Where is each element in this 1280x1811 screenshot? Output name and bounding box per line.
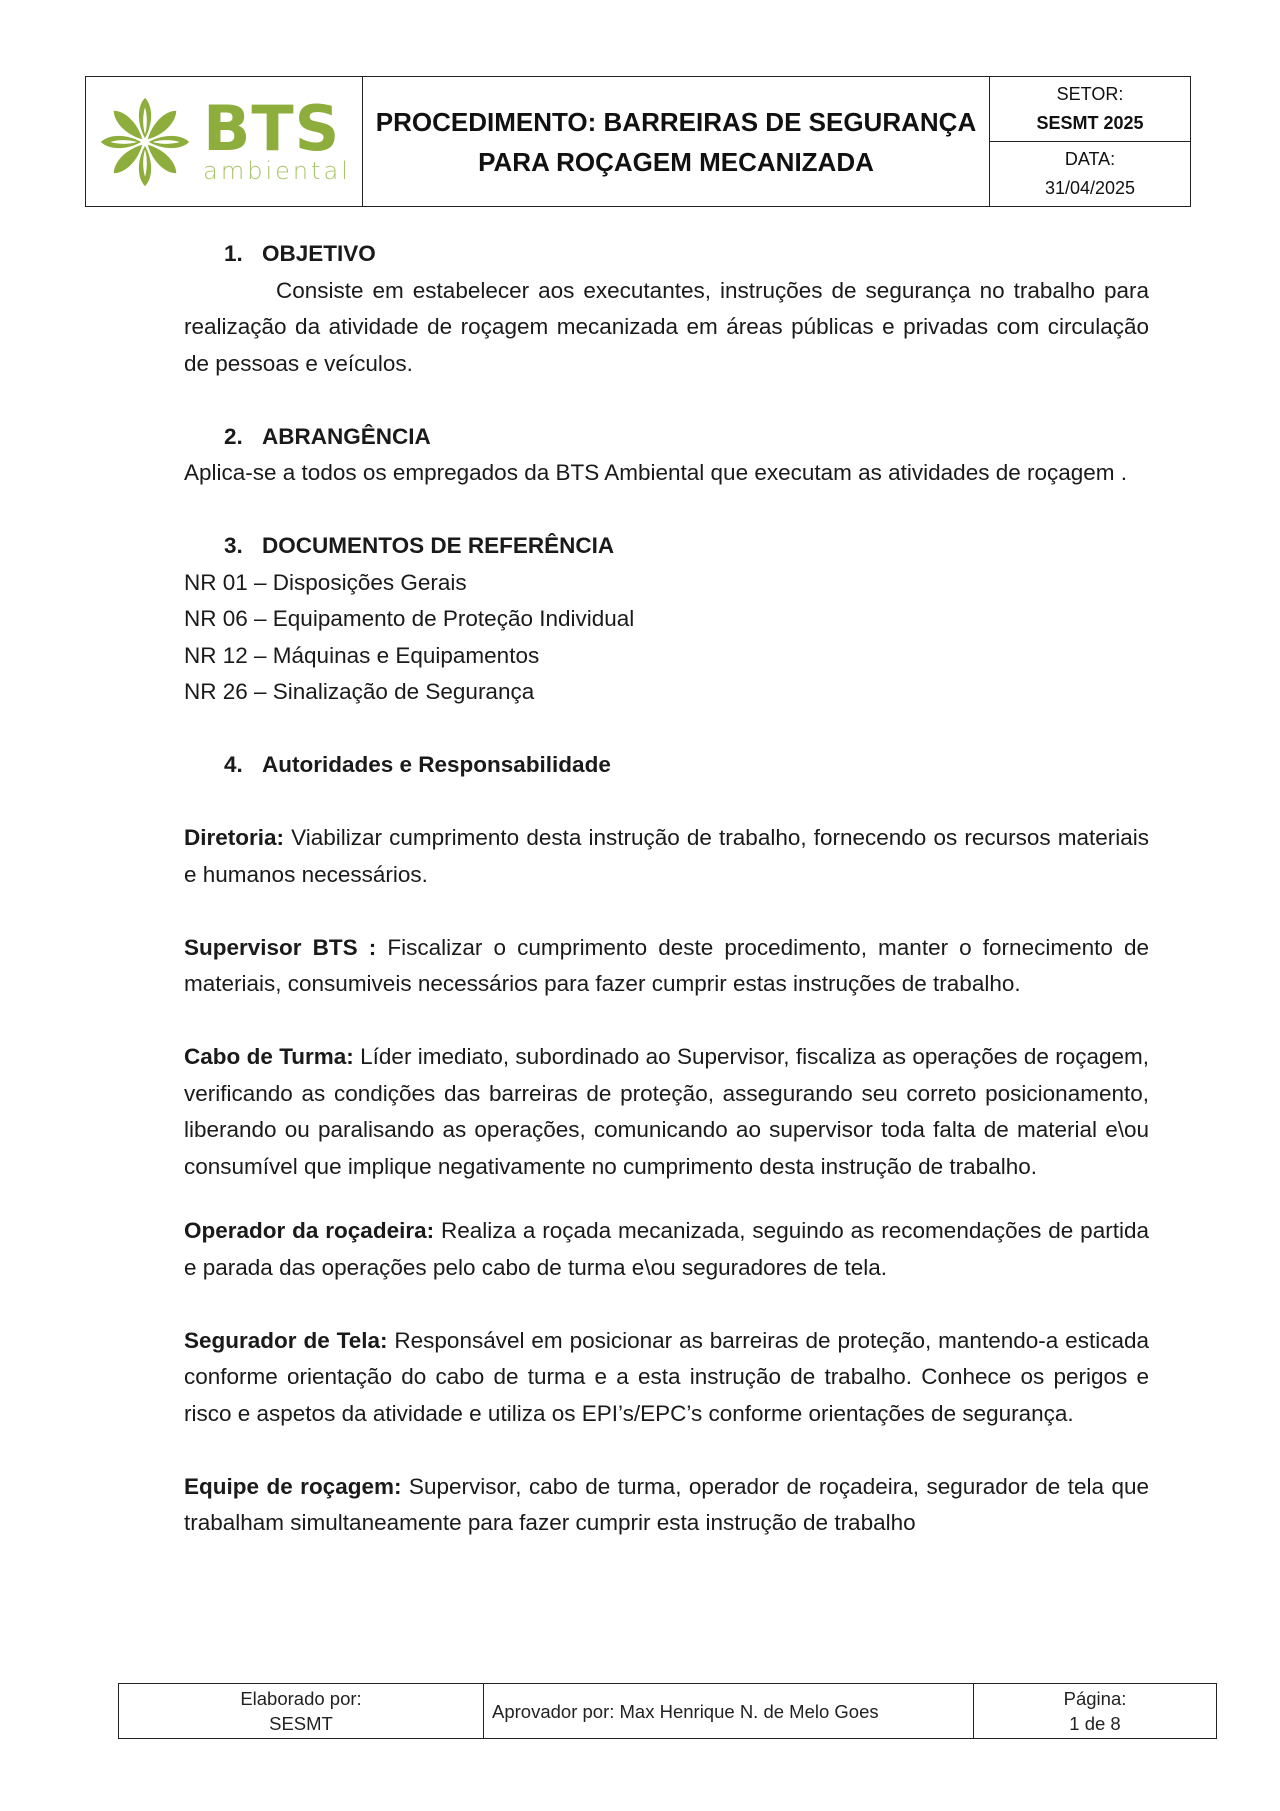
section-text-objetivo: Consiste em estabelecer aos executantes, instruções de segurança no trabalho para realização da atividade de roçagem mecanizada em áreas públicas e privadas com circulação de pessoas e veículos. <box>184 277 1149 376</box>
pagina-cell <box>974 1684 1216 1738</box>
company-logo <box>97 91 351 190</box>
leaf-flower-icon <box>97 94 193 190</box>
document-footer <box>118 1683 1217 1739</box>
role-cabo-de-turma: Cabo de Turma: Líder imediato, subordinado ao Supervisor, fiscaliza as operações de roçagem, verificando as condições das barreiras de proteção, assegurando seu correto posicionamento, liberando ou paralisando as operações, comunicando ao supervisor toda falta de material e\ou consumível que implique negativamente no cumprimento desta instrução de trabalho. <box>184 1044 1149 1179</box>
document-header <box>85 76 1191 207</box>
role-diretoria: Diretoria: Viabilizar cumprimento desta instrução de trabalho, fornecendo os recursos materiais e humanos necessários. <box>184 825 1149 887</box>
data-label: DATA: <box>1064 149 1116 169</box>
pagina-value: 1 de 8 <box>1069 1713 1121 1734</box>
setor-cell <box>990 77 1190 141</box>
elaborado-cell <box>119 1684 484 1738</box>
title-line-1: PROCEDIMENTO: BARREIRAS DE SEGURANÇA <box>375 106 977 137</box>
title-line-2: PARA ROÇAGEM MECANIZADA <box>478 146 874 177</box>
logo-subtitle: ambiental <box>203 156 351 185</box>
logo-cell <box>86 77 363 206</box>
data-cell <box>990 141 1190 206</box>
role-operador: Operador da roçadeira: Realiza a roçada mecanizada, seguindo as recomendações de partida e parada das operações pelo cabo de turma e\ou seguradores de tela. <box>184 1218 1149 1280</box>
logo-wordmark: BTS <box>203 91 341 165</box>
role-equipe: Equipe de roçagem: Supervisor, cabo de turma, operador de roçadeira, segurador de tela que trabalham simultaneamente para fazer cumprir esta instrução de trabalho <box>184 1473 1149 1535</box>
elaborado-value: SESMT <box>269 1713 333 1734</box>
section-heading-documentos: 3. DOCUMENTOS DE REFERÊNCIA <box>224 533 615 558</box>
setor-value: SESMT 2025 <box>1036 113 1144 133</box>
role-supervisor: Supervisor BTS : Fiscalizar o cumprimento deste procedimento, manter o fornecimento de materiais, consumiveis necessários para fazer cumprir estas instruções de trabalho. <box>184 934 1149 996</box>
reference-item: NR 26 – Sinalização de Segurança <box>184 679 535 704</box>
aprovador-text: Aprovador por: Max Henrique N. de Melo Goes <box>492 1700 879 1722</box>
data-value: 31/04/2025 <box>1044 178 1136 198</box>
header-meta <box>990 77 1190 206</box>
document-title <box>363 77 990 206</box>
document-body <box>184 236 1149 1542</box>
role-segurador: Segurador de Tela: Responsável em posicionar as barreiras de proteção, mantendo-a esticada conforme orientação do cabo de turma e a esta instrução de trabalho. Conhece os perigos e risco e aspetos da atividade e utiliza os EPI’s/EPC’s conforme orientações de segurança. <box>184 1327 1149 1426</box>
reference-item: NR 06 – Equipamento de Proteção Individual <box>184 606 635 631</box>
section-heading-abrangencia: 2. ABRANGÊNCIA <box>224 423 431 449</box>
pagina-label: Página: <box>1063 1688 1127 1709</box>
setor-label: SETOR: <box>1056 84 1124 104</box>
aprovador-cell <box>484 1684 974 1738</box>
elaborado-label: Elaborado por: <box>240 1688 362 1709</box>
section-heading-objetivo: 1. OBJETIVO <box>224 241 376 266</box>
section-text-abrangencia: Aplica-se a todos os empregados da BTS Ambiental que executam as atividades de roçagem . <box>184 460 1128 485</box>
reference-item: NR 01 – Disposições Gerais <box>184 569 467 595</box>
reference-item: NR 12 – Máquinas e Equipamentos <box>184 642 540 668</box>
section-heading-autoridades: 4. Autoridades e Responsabilidade <box>224 752 611 777</box>
